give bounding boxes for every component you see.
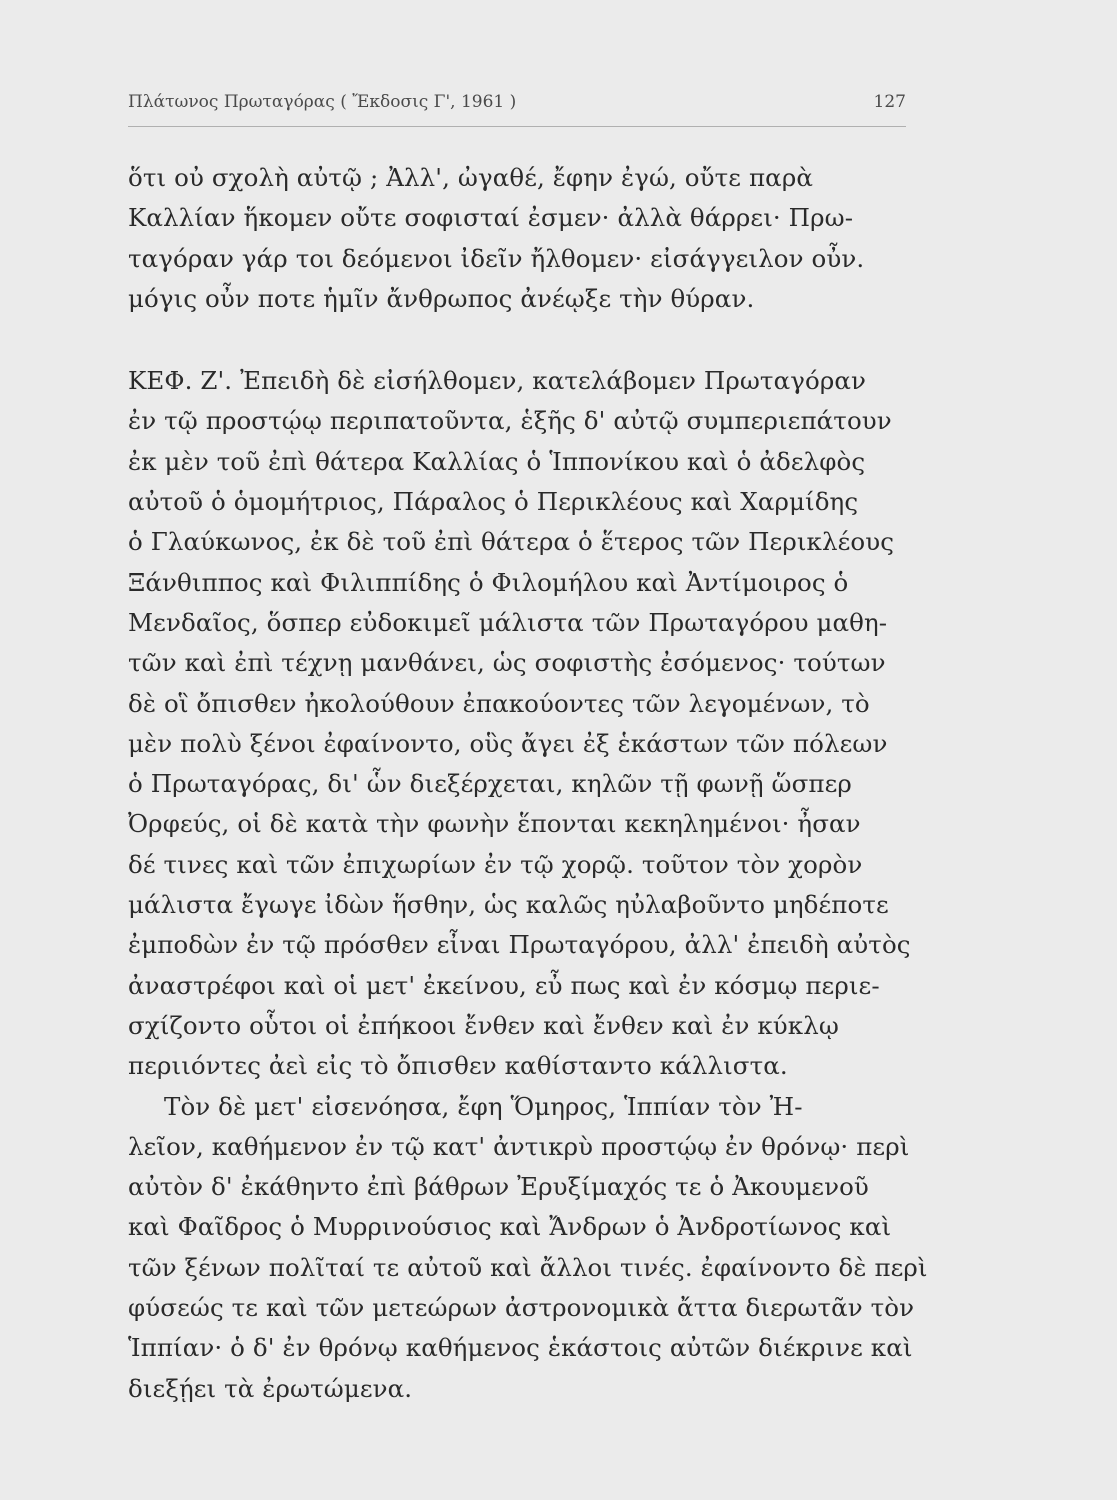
- text-line: μόγις οὖν ποτε ἡμῖν ἄνθρωπος ἀνέῳξε τὴν θύραν.: [128, 283, 755, 313]
- text-line: λεῖον, καθήμενον ἐν τῷ κατ' ἀντικρὺ προστῴῳ ἐν θρόνῳ· περὶ: [128, 1131, 910, 1161]
- text-line: τῶν ξένων πολῖταί τε αὐτοῦ καὶ ἄλλοι τινές. ἐφαίνοντο δὲ περὶ: [128, 1252, 928, 1282]
- text-line: Τὸν δὲ μετ' εἰσενόησα, ἔφη Ὅμηρος, Ἱππίαν τὸν Ἠ-: [164, 1091, 803, 1121]
- text-line: Μενδαῖος, ὅσπερ εὐδοκιμεῖ μάλιστα τῶν Πρωταγόρου μαθη-: [128, 607, 888, 637]
- text-line: τῶν καὶ ἐπὶ τέχνῃ μανθάνει, ὡς σοφιστὴς ἐσόμενος· τούτων: [128, 648, 886, 678]
- paragraph-gap: [128, 319, 928, 361]
- header-rule: [128, 126, 906, 127]
- text-line: μάλιστα ἔγωγε ἰδὼν ἥσθην, ὡς καλῶς ηὐλαβοῦντο μηδέποτε: [128, 890, 889, 920]
- text-line: Ὀρφεύς, οἱ δὲ κατὰ τὴν φωνὴν ἕπονται κεκηλημένοι· ἦσαν: [128, 809, 861, 839]
- text-line: ἐμποδὼν ἐν τῷ πρόσθεν εἶναι Πρωταγόρου, ἀλλ' ἐπειδὴ αὐτὸς: [128, 930, 911, 960]
- paragraph-1: [128, 158, 928, 319]
- running-head-title: Πλάτωνος Πρωταγόρας ( Ἔκδοσις Γ', 1961 ): [128, 92, 517, 112]
- page-number: 127: [873, 92, 906, 112]
- text-line: ἀναστρέφοι καὶ οἱ μετ' ἐκείνου, εὖ πως καὶ ἐν κόσμῳ περιε-: [128, 970, 880, 1000]
- text-line: ταγόραν γάρ τοι δεόμενοι ἰδεῖν ἤλθομεν· εἰσάγγειλον οὖν.: [128, 243, 865, 273]
- text-line: μὲν πολὺ ξένοι ἐφαίνοντο, οὓς ἄγει ἐξ ἑκάστων τῶν πόλεων: [128, 728, 888, 758]
- text-line: Ἱππίαν· ὁ δ' ἐν θρόνῳ καθήμενος ἑκάστοις αὐτῶν διέκρινε καὶ: [128, 1333, 913, 1363]
- text-line: καὶ Φαῖδρος ὁ Μυρρινούσιος καὶ Ἄνδρων ὁ Ἀνδροτίωνος καὶ: [128, 1212, 892, 1242]
- text-line: αὐτὸν δ' ἐκάθηντο ἐπὶ βάθρων Ἐρυξίμαχός τε ὁ Ἀκουμενοῦ: [128, 1172, 869, 1202]
- text-line: ὁ Πρωταγόρας, δι' ὧν διεξέρχεται, κηλῶν τῇ φωνῇ ὥσπερ: [128, 769, 852, 799]
- body-text: [128, 158, 928, 1409]
- text-line: δὲ οἳ ὄπισθεν ἠκολούθουν ἐπακούοντες τῶν λεγομένων, τὸ: [128, 688, 870, 718]
- text-line: σχίζοντο οὗτοι οἱ ἐπήκοοι ἔνθεν καὶ ἔνθεν καὶ ἐν κύκλῳ: [128, 1010, 839, 1040]
- text-line: ἐκ μὲν τοῦ ἐπὶ θάτερα Καλλίας ὁ Ἱππονίκου καὶ ὁ ἀδελφὸς: [128, 446, 866, 476]
- text-line: ὁ Γλαύκωνος, ἐκ δὲ τοῦ ἐπὶ θάτερα ὁ ἕτερος τῶν Περικλέους: [128, 527, 895, 557]
- text-line: περιιόντες ἀεὶ εἰς τὸ ὄπισθεν καθίσταντο κάλλιστα.: [128, 1051, 788, 1081]
- running-head: [128, 92, 906, 118]
- text-line: αὐτοῦ ὁ ὁμομήτριος, Πάραλος ὁ Περικλέους καὶ Χαρμίδης: [128, 487, 859, 517]
- text-line: ὅτι οὐ σχολὴ αὐτῷ ; Ἀλλ', ὠγαθέ, ἔφην ἐγώ, οὔτε παρὰ: [128, 163, 813, 192]
- chapter-heading-line: ΚΕΦ. Ζ'. Ἐπειδὴ δὲ εἰσήλθομεν, κατελάβομεν Πρωταγόραν: [128, 366, 866, 396]
- text-line: Ξάνθιππος καὶ Φιλιππίδης ὁ Φιλομήλου καὶ Ἀντίμοιρος ὁ: [128, 567, 849, 597]
- text-line: φύσεώς τε καὶ τῶν μετεώρων ἀστρονομικὰ ἄττα διερωτᾶν τὸν: [128, 1293, 915, 1323]
- text-line: δέ τινες καὶ τῶν ἐπιχωρίων ἐν τῷ χορῷ. τοῦτον τὸν χορὸν: [128, 849, 863, 879]
- text-line: διεξῄει τὰ ἐρωτώμενα.: [128, 1373, 413, 1403]
- text-line: Καλλίαν ἥκομεν οὔτε σοφισταί ἐσμεν· ἀλλὰ θάρρει· Πρω-: [128, 203, 854, 233]
- paragraph-3: [128, 1087, 928, 1409]
- text-line: ἐν τῷ προστῴῳ περιπατοῦντα, ἑξῆς δ' αὐτῷ συμπεριεπάτουν: [128, 406, 892, 436]
- paragraph-2-chapter-z: [128, 361, 928, 1086]
